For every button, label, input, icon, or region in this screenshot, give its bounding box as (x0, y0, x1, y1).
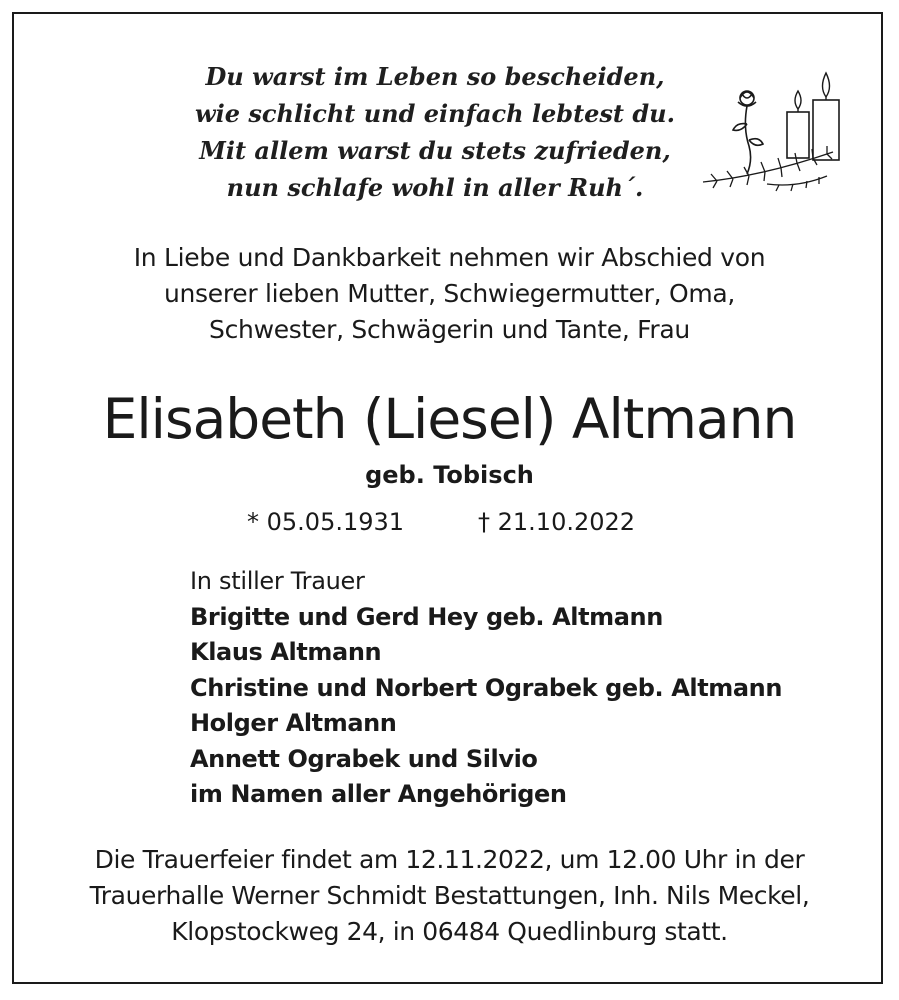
birth-date: * 05.05.1931 (247, 508, 405, 536)
death-date: † 21.10.2022 (478, 508, 636, 536)
deceased-name: Elisabeth (Liesel) Altmann (102, 387, 797, 451)
maiden-name: geb. Tobisch (365, 461, 534, 489)
intro-line: Schwester, Schwägerin und Tante, Frau (209, 315, 690, 344)
mourner-name: Brigitte und Gerd Hey geb. Altmann (190, 602, 663, 631)
mourners-list (190, 564, 870, 813)
poem-line: nun schlafe wohl in aller Ruh´. (226, 173, 644, 202)
intro-line: unserer lieben Mutter, Schwiegermutter, Oma, (163, 279, 736, 308)
candles-rose-fir-branch-icon (697, 64, 855, 200)
poem-line: wie schlicht und einfach lebtest du. (195, 99, 675, 128)
mourners-heading: In stiller Trauer (190, 567, 365, 595)
poem-line: Du warst im Leben so bescheiden, (205, 62, 665, 91)
intro-text (40, 240, 859, 348)
mourner-name: Klaus Altmann (190, 638, 382, 666)
service-line: Klopstockweg 24, in 06484 Quedlinburg statt. (171, 917, 728, 946)
poem (190, 58, 680, 206)
service-info (30, 842, 869, 950)
life-dates (40, 505, 859, 539)
intro-line: In Liebe und Dankbarkeit nehmen wir Abschied von (133, 243, 766, 272)
mourner-name: Annett Ograbek und Silvio (190, 744, 538, 773)
mourner-name: im Namen aller Angehörigen (190, 780, 567, 808)
mourner-name: Holger Altmann (190, 709, 397, 737)
poem-line: Mit allem warst du stets zufrieden, (199, 136, 671, 165)
service-line: Trauerhalle Werner Schmidt Bestattungen, Inh. Nils Meckel, (89, 881, 810, 910)
mourner-name: Christine und Norbert Ograbek geb. Altmann (190, 673, 783, 702)
service-line: Die Trauerfeier findet am 12.11.2022, um 12.00 Uhr in der (94, 845, 805, 874)
